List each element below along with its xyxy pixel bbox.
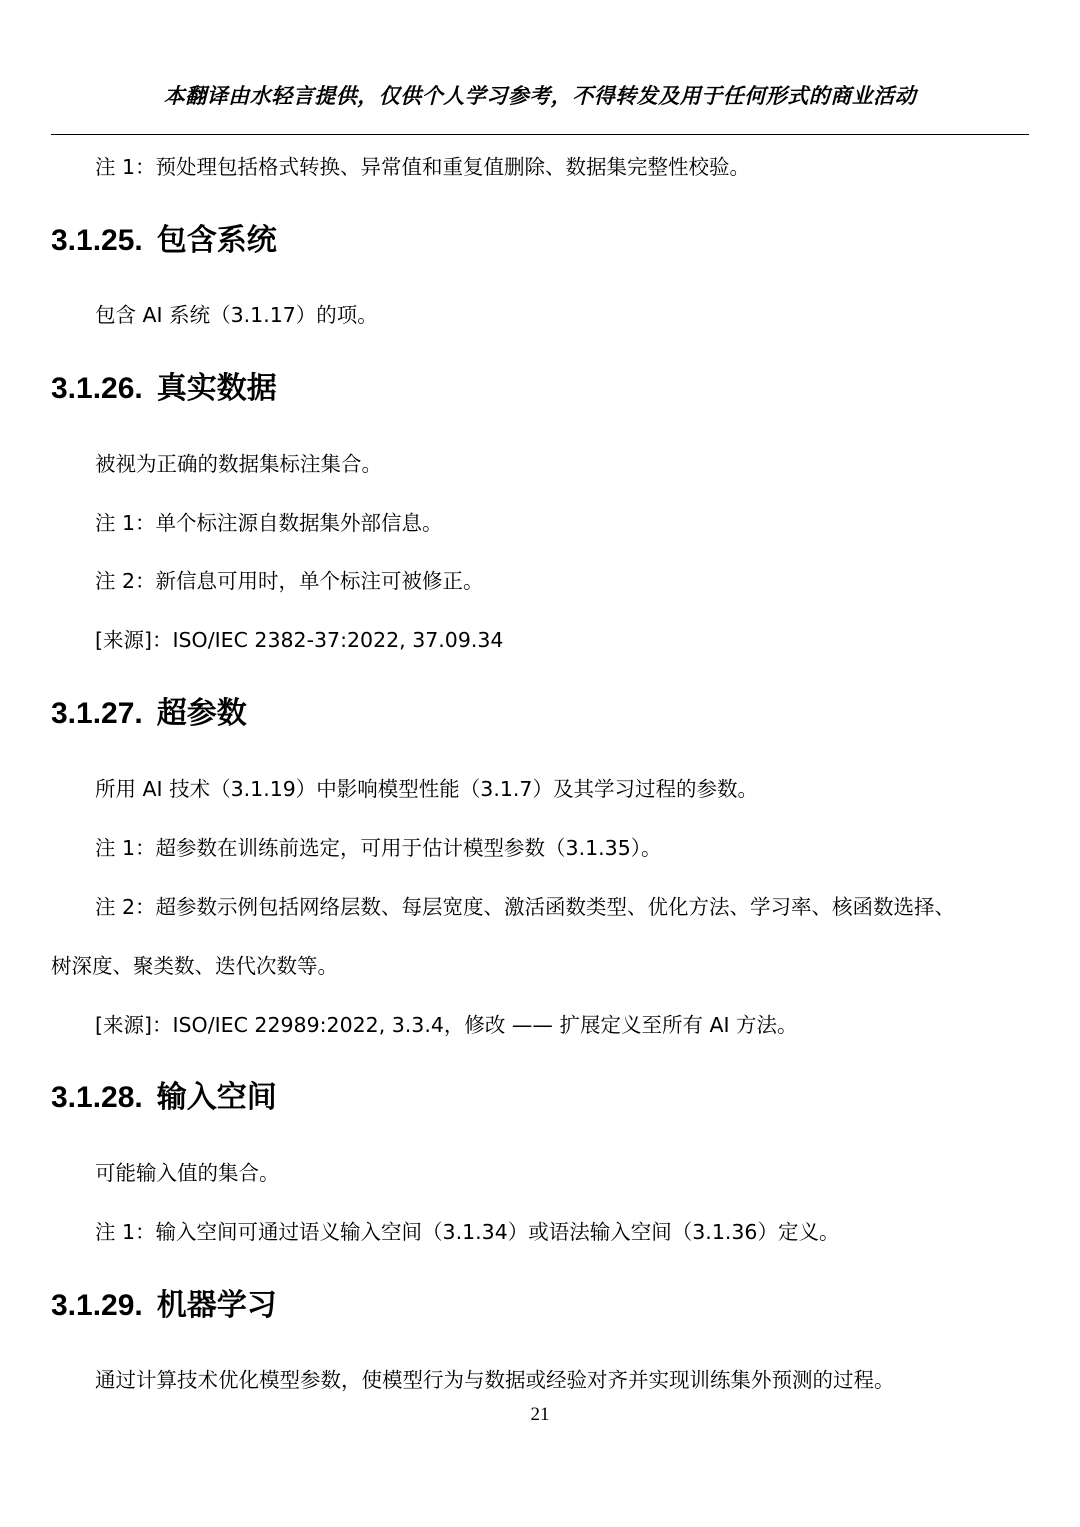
section-heading-3-1-28 — [51, 1078, 277, 1118]
section-heading-3-1-29 — [51, 1286, 277, 1326]
section-number: 3.1.25. — [51, 224, 143, 257]
note-text: 注 1：单个标注源自数据集外部信息。 — [95, 511, 443, 535]
note-text: 注 2：超参数示例包括网络层数、每层宽度、激活函数类型、优化方法、学习率、核函数选择、 — [95, 895, 956, 919]
definition-text: 通过计算技术优化模型参数，使模型行为与数据或经验对齐并实现训练集外预测的过程。 — [95, 1368, 895, 1392]
note-text-continued: 树深度、聚类数、迭代次数等。 — [51, 954, 338, 978]
section-title: 输入空间 — [156, 1081, 277, 1114]
definition-text: 被视为正确的数据集标注集合。 — [95, 452, 382, 476]
section-number: 3.1.26. — [51, 372, 143, 405]
definition-text: 包含 AI 系统（3.1.17）的项。 — [95, 303, 378, 327]
section-number: 3.1.29. — [51, 1289, 143, 1322]
note-text: 注 2：新信息可用时，单个标注可被修正。 — [95, 569, 484, 593]
section-title: 真实数据 — [156, 372, 277, 405]
section-title: 超参数 — [156, 697, 247, 730]
page-header: 本翻译由水轻言提供，仅供个人学习参考，不得转发及用于任何形式的商业活动 — [163, 84, 917, 108]
section-heading-3-1-25 — [51, 221, 277, 261]
source-text: [来源]：ISO/IEC 2382-37:2022, 37.09.34 — [95, 628, 504, 652]
definition-text: 所用 AI 技术（3.1.19）中影响模型性能（3.1.7）及其学习过程的参数。 — [95, 777, 758, 801]
section-heading-3-1-27 — [51, 694, 247, 734]
source-text: [来源]：ISO/IEC 22989:2022, 3.3.4，修改 —— 扩展定义至所有 AI 方法。 — [95, 1013, 798, 1037]
section-number: 3.1.27. — [51, 697, 143, 730]
page-number: 21 — [530, 1404, 550, 1425]
note-text: 注 1：输入空间可通过语义输入空间（3.1.34）或语法输入空间（3.1.36）定义。 — [95, 1220, 840, 1244]
note-preprocessing: 注 1：预处理包括格式转换、异常值和重复值删除、数据集完整性校验。 — [95, 155, 751, 179]
definition-text: 可能输入值的集合。 — [95, 1161, 280, 1185]
section-title: 机器学习 — [156, 1289, 277, 1322]
section-title: 包含系统 — [156, 224, 277, 257]
note-text: 注 1：超参数在训练前选定，可用于估计模型参数（3.1.35）。 — [95, 836, 662, 860]
header-divider — [51, 134, 1029, 135]
section-heading-3-1-26 — [51, 369, 277, 409]
section-number: 3.1.28. — [51, 1081, 143, 1114]
